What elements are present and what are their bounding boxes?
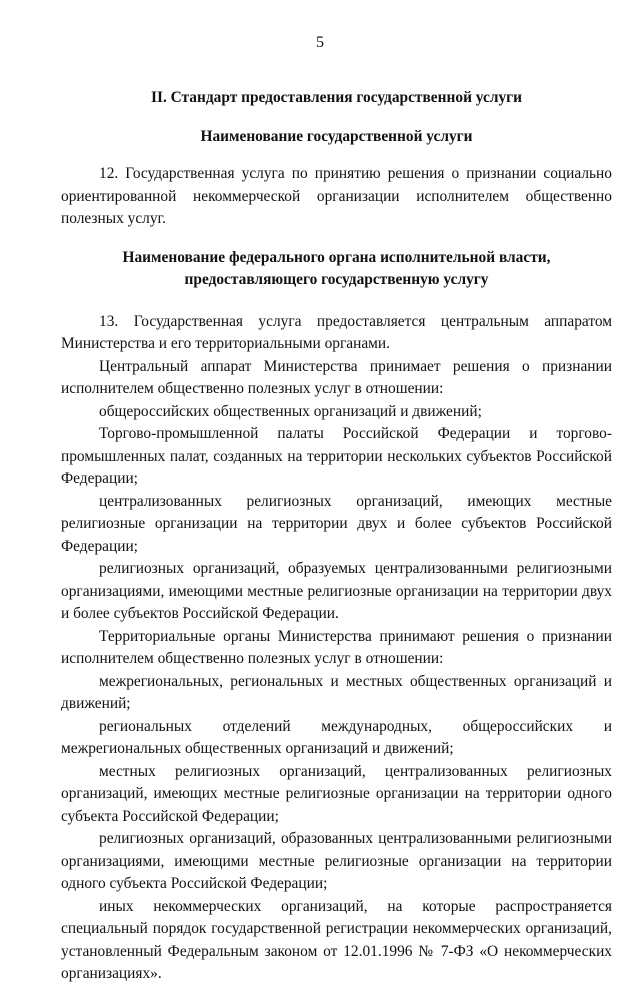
list-item: религиозных организаций, образуемых централизованными религиозными организациями, имеющими местные религиозные организации на территории двух и более субъектов Российской Федерации. [61,560,612,622]
paragraph: Территориальные органы Министерства принимают решения о признании исполнителем общественно полезных услуг в отношении: [61,627,612,667]
list-item: межрегиональных, региональных и местных общественных организаций и движений; [61,672,612,712]
service-name-heading: Наименование государственной услуги [200,127,473,145]
list-item: местных религиозных организаций, централизованных религиозных организаций, имеющих местные религиозные организации на территории одного субъекта Российской Федерации; [61,762,612,825]
paragraph: Центральный аппарат Министерства принимает решения о признании исполнителем общественно полезных услуг в отношении: [61,357,612,397]
page-number: 5 [316,34,324,51]
list-item: общероссийских общественных организаций и движений; [99,402,482,420]
list-item: иных некоммерческих организаций, на которые распространяется специальный порядок государственной регистрации некоммерческих организаций, установленный Федеральным законом от 12.01.1996 № 7-ФЗ «О некоммерческих организациях». [61,897,612,982]
list-item: централизованных религиозных организаций, имеющих местные религиозные организации на территории двух и более субъектов Российской Федерации; [61,492,612,555]
paragraph-12: 12. Государственная услуга по принятию решения о признании социально ориентированной некоммерческой организации исполнителем общественно полезных услуг. [61,165,612,227]
document-body [61,87,612,986]
list-item: религиозных организаций, образованных централизованными религиозными организациями, имеющими местные религиозные организации на территории одного субъекта Российской Федерации; [61,830,612,892]
paragraph-13: 13. Государственная услуга предоставляется центральным аппаратом Министерства и его территориальными органами. [61,312,612,352]
organ-heading: Наименование федерального органа исполнительной власти, предоставляющего государственную услугу [122,248,551,288]
list-item: Торгово-промышленной палаты Российской Федерации и торгово-промышленных палат, созданных на территории нескольких субъектов Российской Федерации; [61,425,612,487]
section-heading: II. Стандарт предоставления государственной услуги [150,89,523,106]
list-item: региональных отделений международных, общероссийских и межрегиональных общественных организаций и движений; [61,717,612,757]
